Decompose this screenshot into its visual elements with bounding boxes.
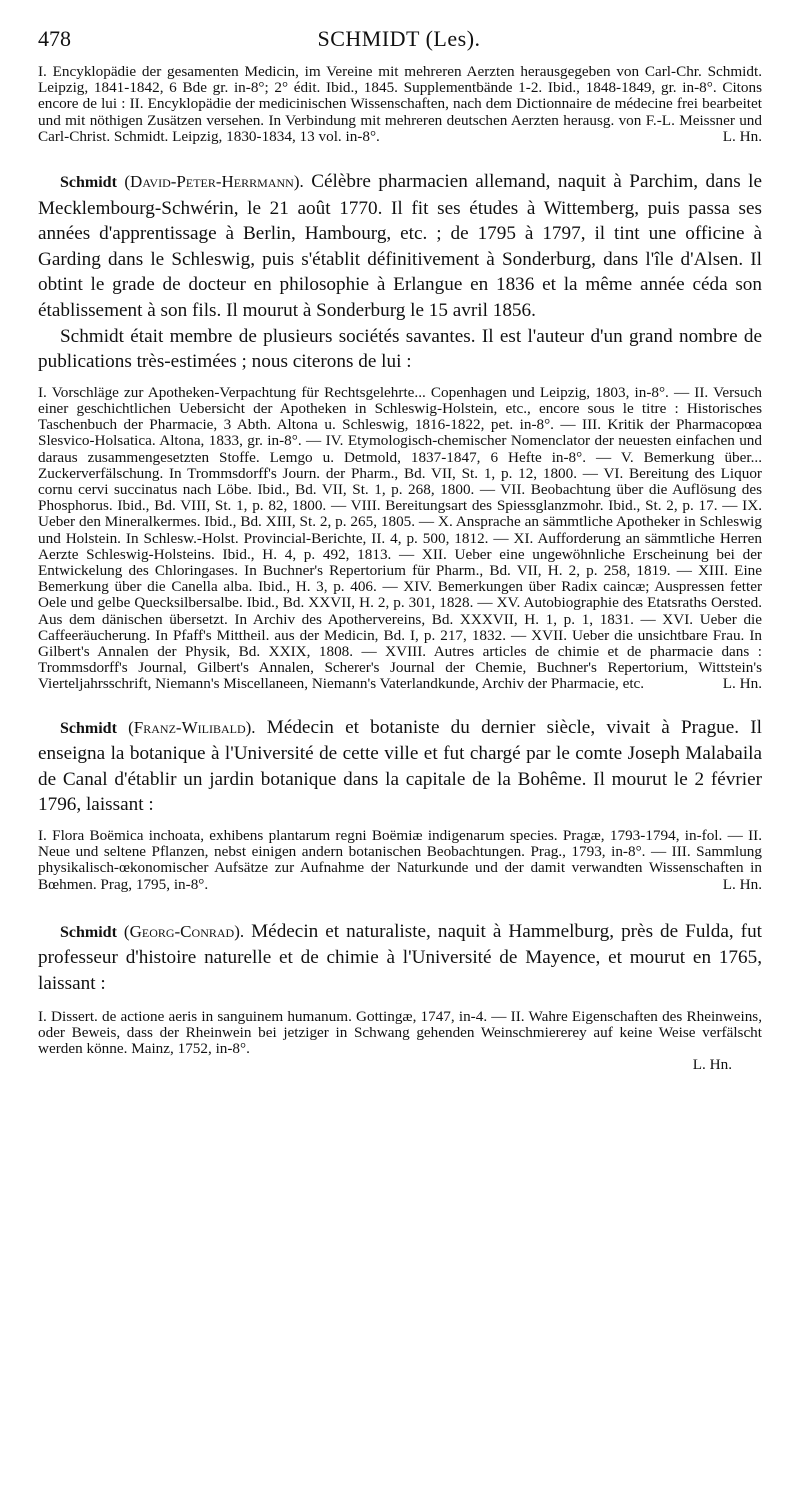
entry-given-names: (David-Peter-Herrmann).: [124, 172, 304, 192]
entry-paragraph: [38, 715, 762, 818]
bibliography-text: I. Encyklopädie der gesamenten Medicin, im Vereine mit mehreren Aerzten herausgegeben von Carl-Chr. Schmidt. Leipzig, 1841-1842, 6 Bde gr. in-8°; 2° édit. Ibid., 1845. Supplementbände 1-2. Ibid., 1848-1849, gr. in-8°. Citons encore de lui : II. Encyklopädie der medicinischen Wissenschaften, nach dem Dictionnaire de médecine frei bearbeitet und mit nöthigen Zusätzen versehen. In Verbindung mit mehreren deutschen Aerzten herausg. von F.-L. Meissner und Carl-Christ. Schmidt. Leipzig, 1830-1834, 13 vol. in-8°.: [38, 63, 762, 145]
bibliography-text: I. Vorschläge zur Apotheken-Verpachtung für Rechtsgelehrte... Copenhagen und Leipzig, 1803, in-8°. — II. Versuch einer geschichtlichen Uebersicht der Apotheken in Schleswig-Holstein, etc., encore sous le titre : Historisches Taschenbuch der Pharmacie, 3 Abth. Altona u. Schleswig, 1816-1822, pet. in-8°. — III. Kritik der Pharmacopœa Slesvico-Holsatica. Altona, 1833, gr. in-8°. — IV. Etymologisch-chemischer Nomenclator der neuesten einfachen und daraus zusammengesetzten Stoffe. Lemgo u. Detmold, 1837-1847, 6 Hefte in-8°. — V. Bemerkung über... Zuckerverfälschung. In Trommsdorff's Journ. der Pharm., Bd. VII, St. 1, p. 12, 1800. — VI. Bereitung des Liquor cornu cervi succinatus nach Löbe. Ibid., Bd. VII, St. 1, p. 268, 1800. — VII. Beobachtung über die Auflösung des Phosphorus. Ibid., Bd. VIII, St. 1, p. 82, 1800. — VIII. Bereitungsart des Spiessglanzmohr. Ibid., St. 2, p. 17. — IX. Ueber den Mineralkermes. Ibid., Bd. XIII, St. 2, p. 265, 1805. — X. Ansprache an sämmtliche Apotheker in Schleswig und Holstein. In Schlesw.-Holst. Provincial-Berichte, II. 4, p. 500, 1812. — XI. Aufforderung an sämmtliche Herren Aerzte Schleswig-Holsteins. Ibid., H. 4, p. 492, 1813. — XII. Ueber eine ungewöhnliche Erscheinung bei der Entwickelung des Chloringases. In Buchner's Repertorium für Pharm., Bd. VII, H. 2, p. 258, 1819. — XIII. Eine Bemerkung über die Canella alba. Ibid., H. 3, p. 406. — XIV. Bemerkungen über Radix caincæ; Auspressen fetter Oele und gelbe Quecksilbersalbe. Ibid., Bd. XXVII, H. 2, p. 301, 1828. — XV. Autobiographie des Etatsraths Oersted. Aus dem dänischen übersetzt. In Archiv des Apothervereins, Bd. XXXVII, H. 1, p. 1, 1831. — XVI. Ueber die Caffeeräucherung. In Pfaff's Mittheil. aus der Medicin, Bd. I, p. 217, 1832. — XVII. Ueber die unsichtbare Frau. In Gilbert's Annalen der Physik, Bd. XXIX, 1808. — XVIII. Autres articles de chimie et de pharmacie dans : Trommsdorff's Journal, Gilbert's Annalen, Scherer's Journal der Chemie, Buchner's Repertorium, Wittstein's Vierteljahrsschrift, Niemann's Miscellaneen, Niemann's Vaterlandkunde, Archiv der Pharmacie, etc.: [38, 383, 762, 693]
bibliography-paragraph: [38, 1009, 762, 1058]
entry-text: Médecin et naturaliste, naquit à Hammelburg, près de Fulda, fut professeur d'histoire naturelle et de chimie à l'Université de Mayence, et mourut en 1765, laissant :: [38, 920, 763, 994]
bibliography-paragraph: [38, 64, 762, 145]
author-signature: L. Hn.: [722, 675, 762, 693]
author-signature: L. Hn.: [692, 1056, 732, 1074]
entry-paragraph: [38, 169, 762, 324]
running-title: SCHMIDT (Les).: [317, 26, 481, 51]
bibliography-paragraph: [38, 385, 762, 693]
bibliography-text: I. Dissert. de actione aeris in sanguinem humanum. Gottingæ, 1747, in-4. — II. Wahre Eigenschaften des Rheinweins, oder Beweis, dass der Rheinwein bei jetziger in Schwang gehenden Weinschmiererey auf keine Weise verfälscht werden könne. Mainz, 1752, in-8°.: [38, 1007, 762, 1057]
entry-paragraph: [38, 919, 762, 997]
entry-name: Schmidt: [60, 174, 117, 192]
author-signature: L. Hn.: [722, 127, 762, 145]
entry-given-names: (Georg-Conrad).: [123, 921, 245, 941]
bibliography-text: I. Flora Boëmica inchoata, exhibens plantarum regni Boëmiæ indigenarum species. Pragæ, 1793-1794, in-fol. — II. Neue und seltene Pflanzen, nebst einigen andern botanischen Beobachtungen. Prag., 1793, in-8°. — III. Sammlung physikalisch-œkonomischer Aufsätze zur Aufnahme der Naturkunde und der damit verwandten Wissenschaften in Bœhmen. Prag, 1795, in-8°.: [38, 827, 762, 893]
page-header: [38, 26, 760, 60]
page-content: [38, 64, 762, 1073]
entry-text: Célèbre pharmacien allemand, naquit à Parchim, dans le Mecklembourg-Schwérin, le 21 août 1770. Il fit ses études à Wittemberg, puis passa ses années d'apprentissage à Berlin, Hambourg, etc. ; de 1795 à 1797, il tint une officine à Garding dans le Schleswig, puis s'établit définitivement à Sonderburg, dans l'île d'Alsen. Il obtint le grade de docteur en philosophie à Erlangue en 1836 et la même année céda son établissement à son fils. Il mourut à Sonderburg le 15 avril 1856.: [38, 171, 762, 321]
bibliography-paragraph: [38, 828, 762, 893]
entry-name: Schmidt: [60, 923, 117, 941]
entry-paragraph-continued: Schmidt était membre de plusieurs sociétés savantes. Il est l'auteur d'un grand nombre de publications très-estimées ; nous citerons de lui :: [38, 325, 762, 373]
entry-text: Médecin et botaniste du dernier siècle, vivait à Prague. Il enseigna la botanique à l'Université de cette ville et fut chargé par le comte Joseph Malabaila de Canal d'établir un jardin botanique dans la capitale de la Bohême. Il mourut le 2 février 1796, laissant :: [38, 716, 763, 816]
entry-given-names: (Franz-Wilibald).: [128, 717, 256, 737]
page-number: 478: [38, 26, 71, 51]
entry-name: Schmidt: [60, 719, 117, 737]
author-signature: L. Hn.: [722, 875, 762, 893]
